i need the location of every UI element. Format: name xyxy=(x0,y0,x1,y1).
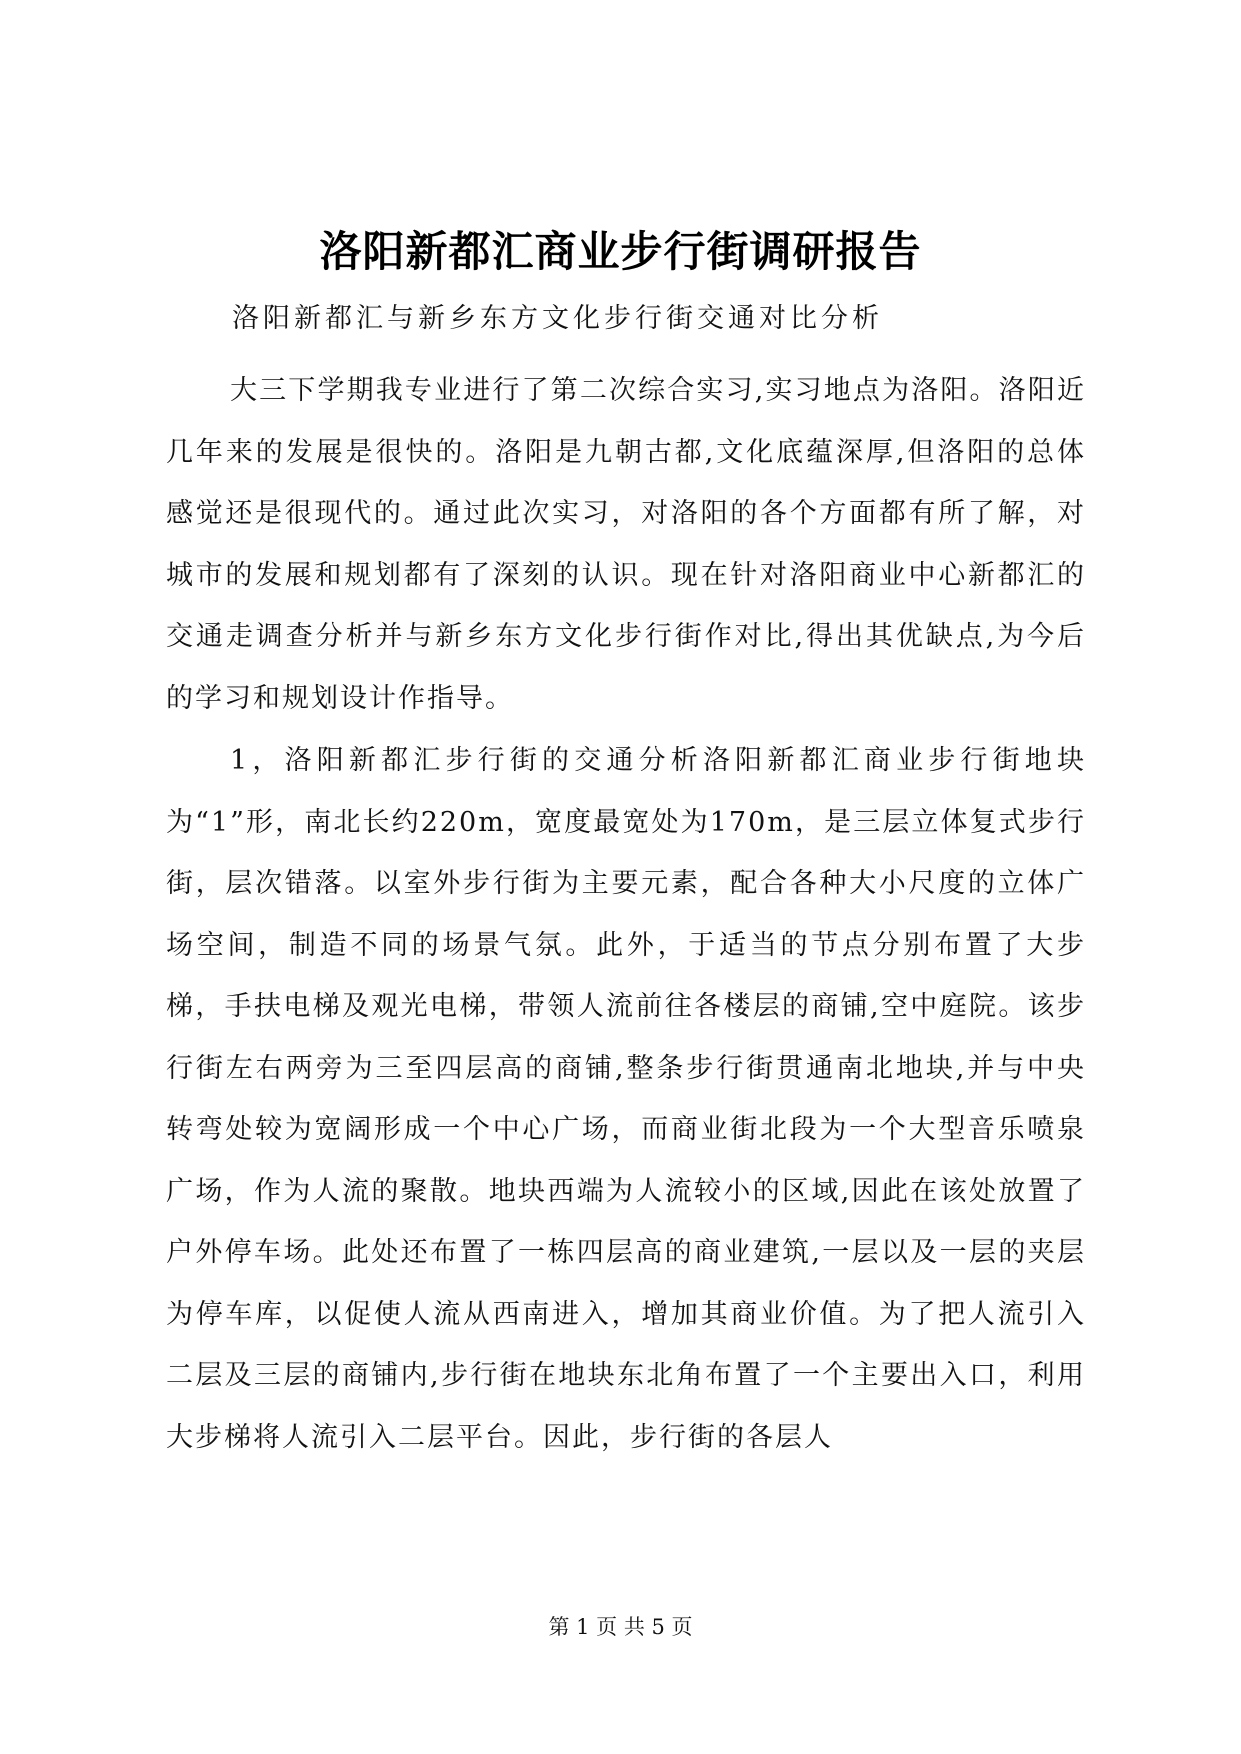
body-paragraph: 1，洛阳新都汇步行街的交通分析洛阳新都汇商业步行街地块为“1”形，南北长约220m，宽度最宽处为170m，是三层立体复式步行街，层次错落。以室外步行街为主要元素，配合各种大小尺度的立体广场空间，制造不同的场景气氛。此外，于适当的节点分别布置了大步梯，手扶电梯及观光电梯，带领人流前往各楼层的商铺,空中庭院。该步行街左右两旁为三至四层高的商铺,整条步行街贯通南北地块,并与中央转弯处较为宽阔形成一个中心广场，而商业街北段为一个大型音乐喷泉广场，作为人流的聚散。地块西端为人流较小的区域,因此在该处放置了户外停车场。此处还布置了一栋四层高的商业建筑,一层以及一层的夹层为停车库，以促使人流从西南进入，增加其商业价值。为了把人流引入二层及三层的商铺内,步行街在地块东北角布置了一个主要出入口，利用大步梯将人流引入二层平台。因此，步行街的各层人 xyxy=(166,745,1086,1453)
body-paragraph: 大三下学期我专业进行了第二次综合实习,实习地点为洛阳。洛阳近几年来的发展是很快的。洛阳是九朝古都,文化底蕴深厚,但洛阳的总体感觉还是很现代的。通过此次实习，对洛阳的各个方面都有所了解，对城市的发展和规划都有了深刻的认识。现在针对洛阳商业中心新都汇的交通走调查分析并与新乡东方文化步行街作对比,得出其优缺点,为今后的学习和规划设计作指导。 xyxy=(166,375,1086,714)
page-number-footer: 第 1 页 共 5 页 xyxy=(548,1615,693,1639)
document-subtitle: 洛阳新都汇与新乡东方文化步行街交通对比分析 xyxy=(232,303,883,334)
document-title: 洛阳新都汇商业步行街调研报告 xyxy=(319,227,922,276)
